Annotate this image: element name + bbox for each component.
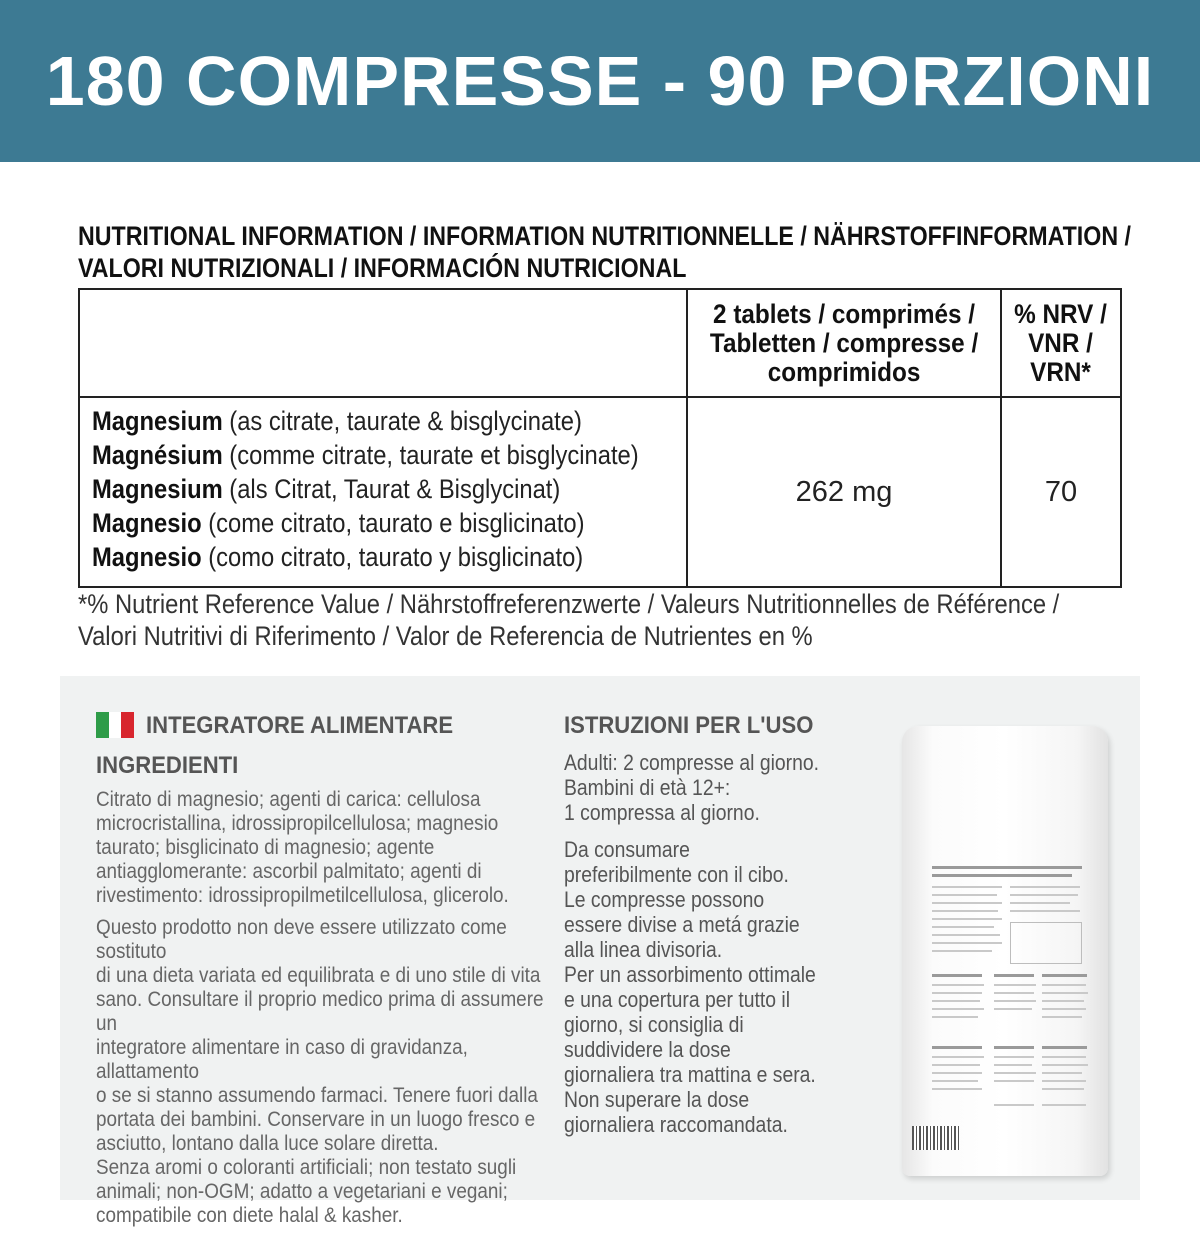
header-amount-line-1: 2 tablets / comprimés /: [712, 298, 975, 329]
nutrition-title-line-1: NUTRITIONAL INFORMATION / INFORMATION NUTRITIONNELLE / NÄHRSTOFFINFORMATION /: [78, 221, 1131, 251]
header-nrv: [1001, 289, 1121, 397]
header-empty-cell: [79, 289, 687, 397]
warnings-text: Questo prodotto non deve essere utilizzato come sostituto di una dieta variata ed equilibrata e di uno stile di vita sano. Consultare il proprio medico prima di assumere un integratore alimentare in caso di gravidanza, allattamento o se si stanno assumendo farmaci. Tenere fuori dalla portata dei bambini. Conservare in un luogo fresco e asciutto, lontano dalla luce solare diretta. Senza aromi o coloranti artificiali; non testato sugli animali; non-OGM; adatto a vegetariani e vegani; compatibile con diete halal & kasher.: [96, 916, 544, 1227]
header-nrv-line-3: VRN*: [1030, 356, 1092, 387]
header-nrv-line-1: % NRV /: [1014, 298, 1108, 329]
supplement-title: INTEGRATORE ALIMENTARE: [146, 712, 454, 739]
header-amount: [687, 289, 1001, 397]
ingredients-text: Citrato di magnesio; agenti di carica: cellulosa microcristallina, idrossipropilcellulosa; magnesio taurato; bisglicinato di magnesio; agente antiagglomerante: ascorbil palmitato; agenti di rivestimento: idrossipropilmetilcellulosa, glicerolo. Questo prodotto non deve essere utilizzato come sostituto di una dieta variata ed equilibrata e di uno stile di vita sano. Consultare il proprio medico prima di assumere un integratore alimentare in caso di gravidanza, allattamento o se si stanno assumendo farmaci. Tenere fuori dalla portata dei bambini. Conservare in un luogo fresco e asciutto, lontano dalla luce solare diretta. Senza aromi o coloranti artificiali; non testato sugli animali; non-OGM; adatto a vegetariani e vegani; compatibile con diete halal & kasher.: [96, 788, 564, 1236]
header-nrv-line-2: VNR /: [1028, 327, 1094, 358]
amount-value: 262 mg: [687, 397, 1001, 587]
italian-label-panel: [60, 676, 1140, 1227]
title-banner: [0, 0, 1200, 162]
barcode-icon: [912, 1126, 960, 1150]
nutrient-line: Magnesio (como citrato, taurato y bisglicinato): [92, 542, 584, 572]
nutrition-table: [78, 288, 1122, 588]
nutrient-line: Magnésium (comme citrate, taurate et bisglycinate): [92, 440, 639, 470]
nrv-value: 70: [1001, 397, 1121, 587]
header-amount-line-3: comprimidos: [767, 356, 921, 387]
nutrient-name-cell: [79, 397, 687, 587]
instructions-title: ISTRUZIONI PER L'USO: [564, 712, 814, 739]
nutrient-line: Magnesium (als Citrat, Taurat & Bisglycinat): [92, 474, 561, 504]
footnote-line-1: *% Nutrient Reference Value / Nährstoffreferenzwerte / Valeurs Nutritionnelles de Référence /: [78, 589, 1060, 619]
footnote-line-2: Valori Nutritivi di Riferimento / Valor de Referencia de Nutrientes en %: [78, 621, 813, 651]
header-amount-line-2: Tabletten / compresse /: [709, 327, 979, 358]
table-row: [79, 397, 1121, 587]
nutrition-title: [78, 220, 1144, 284]
table-header-row: [79, 289, 1121, 397]
instructions-text: [564, 750, 854, 1149]
dosage-text: Adulti: 2 compresse al giorno. Bambini di età 12+: 1 compressa al giorno.: [564, 750, 820, 825]
nutrient-line: Magnesium (as citrate, taurate & bisglycinate): [92, 406, 582, 436]
product-pouch-image: [902, 726, 1108, 1176]
nutrient-line: Magnesio (come citrato, taurato e bisglicinato): [92, 508, 585, 538]
banner-title: 180 COMPRESSE - 90 PORZIONI: [45, 42, 1155, 120]
nutrition-title-line-2: VALORI NUTRIZIONALI / INFORMACIÓN NUTRICIONAL: [78, 253, 687, 283]
nrv-footnote: [78, 588, 1134, 652]
usage-text: Da consumare preferibilmente con il cibo. Le compresse possono essere divise a metá grazie alla linea divisoria. Per un assorbimento ottimale e una copertura per tutto il giorno, si consiglia di suddividere la dose giornaliera tra mattina e sera. Non superare la dose giornaliera raccomandata.: [564, 837, 816, 1137]
ingredients-title: INGREDIENTI: [96, 752, 239, 779]
italy-flag-icon: [96, 712, 134, 738]
